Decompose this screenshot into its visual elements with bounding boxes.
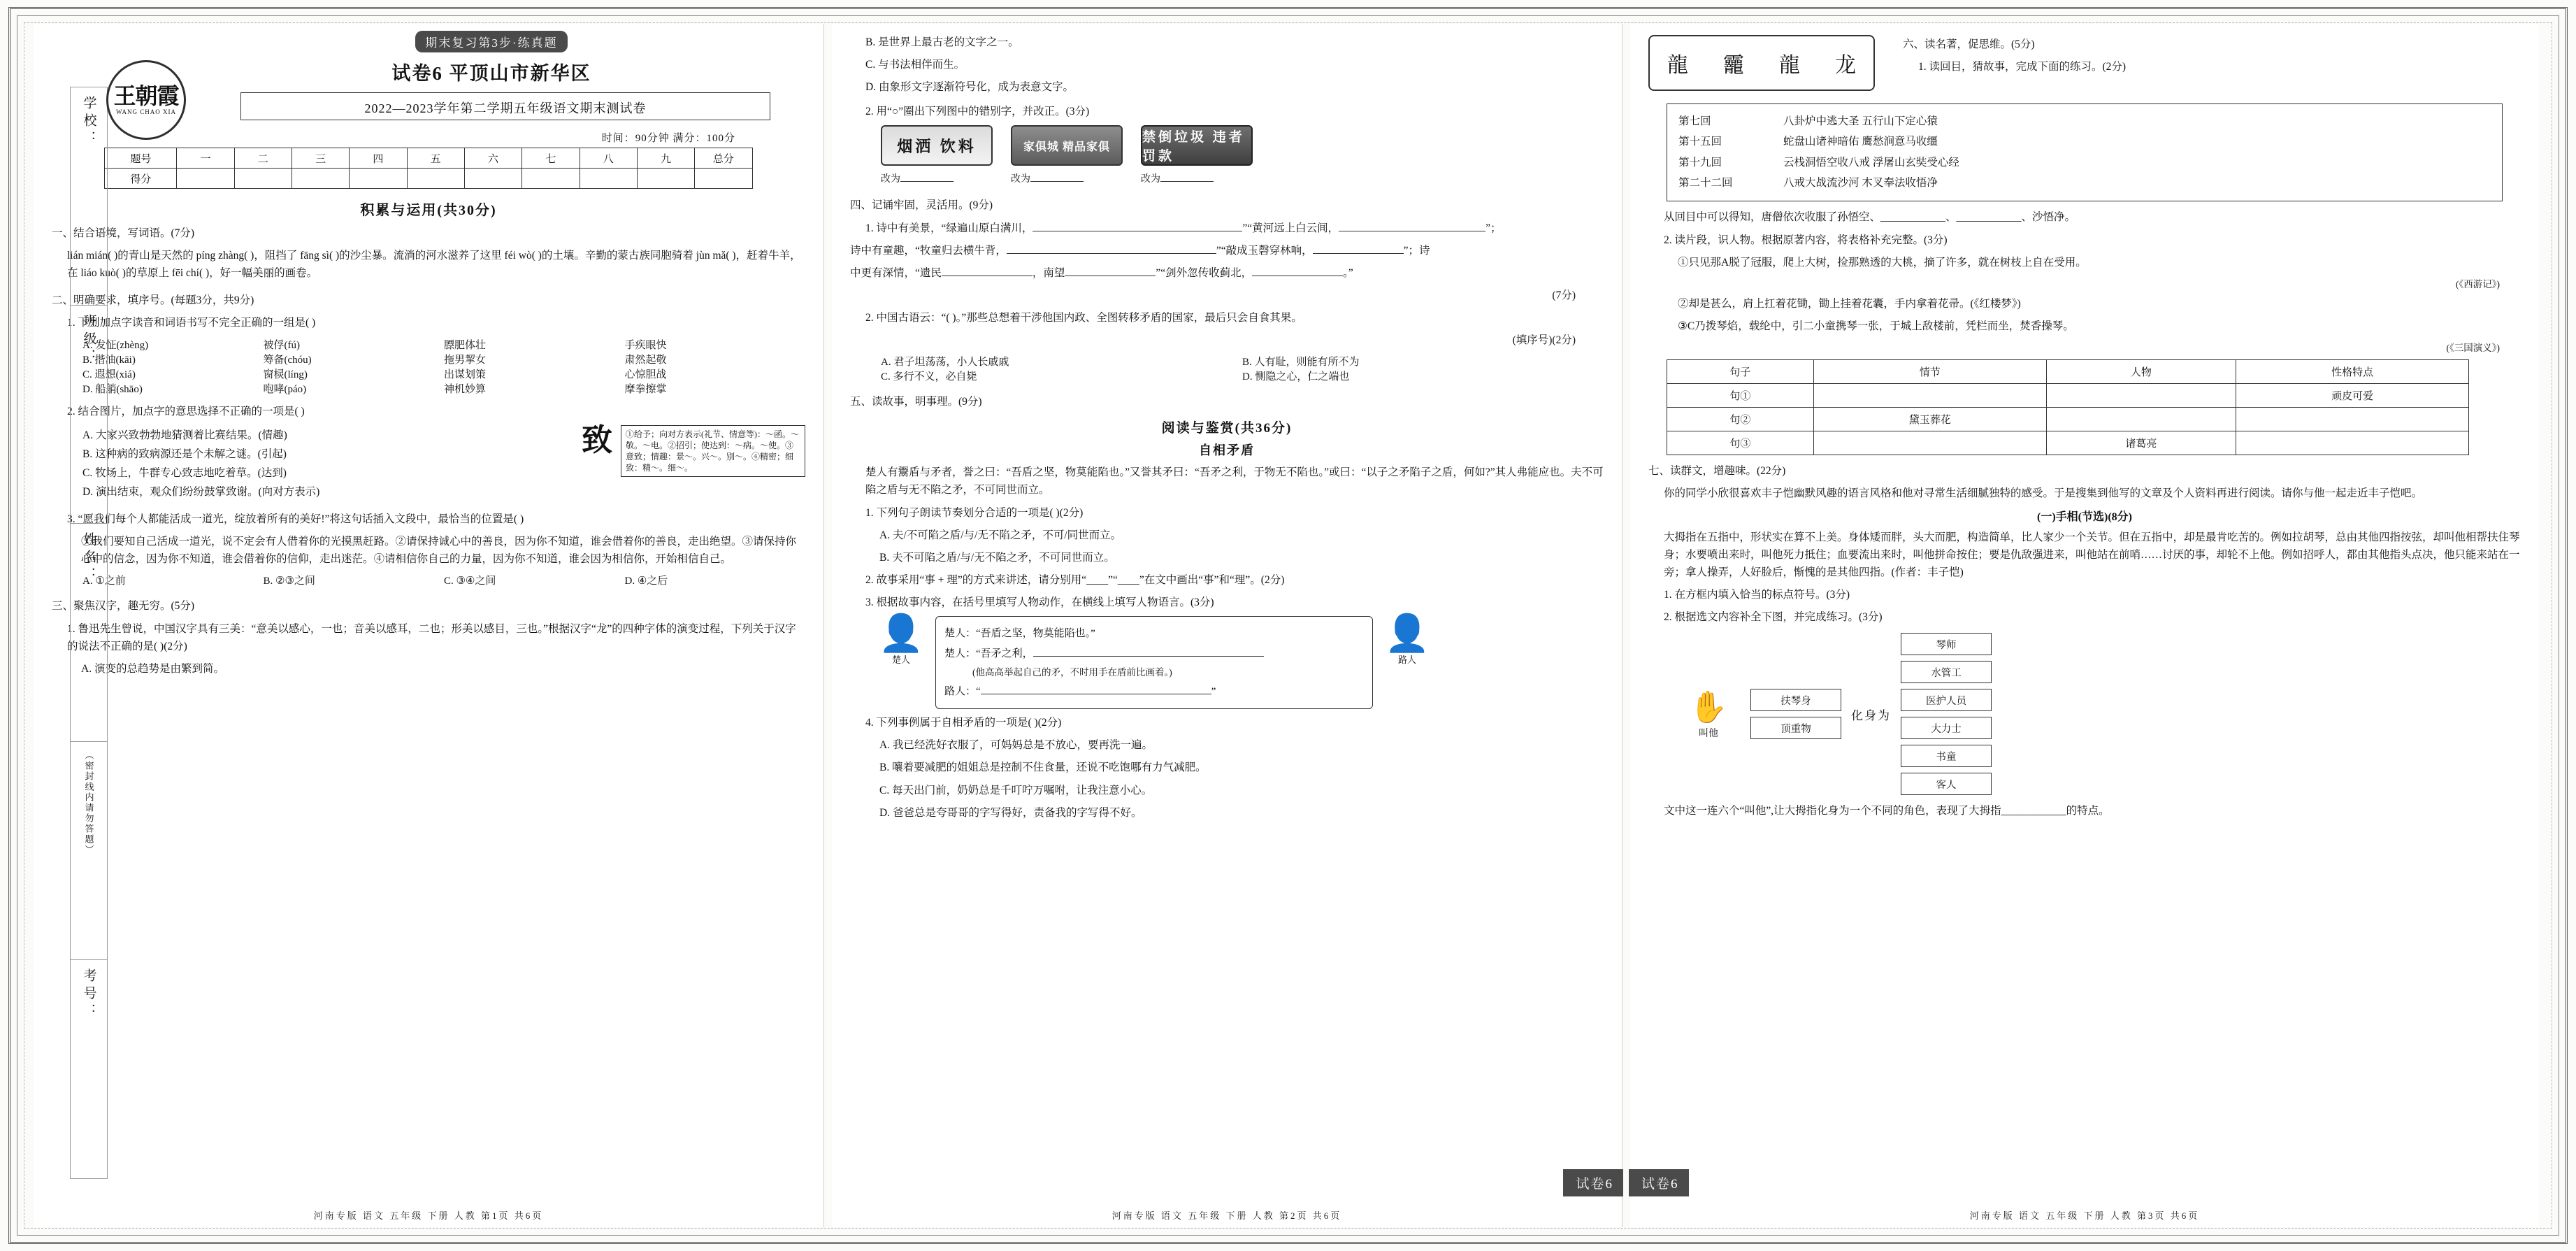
question-4-line-3 (850, 264, 1604, 282)
footer-page-1: 河南专版 语文 五年级 下册 人教 第1页 共6页 (313, 1210, 544, 1221)
question-3-1-option-a[interactable]: A. 演变的总趋势是由繁到简。 (81, 662, 224, 675)
excerpt-1: ①只见那A脱了冠服，爬上大树，捡那熟透的大桃，摘了许多，就在树枝上自在受用。 (1678, 256, 2087, 269)
table-cell[interactable] (292, 169, 349, 189)
chapter-number: 第十九回 (1678, 156, 1722, 169)
chapter-row (1678, 111, 2491, 131)
question-2-heading (52, 292, 805, 309)
question-2-number: 二、 (52, 294, 74, 307)
signboard-3-text: 禁倒垃圾 违者罚款 (1141, 125, 1253, 166)
dialogue-text: “ (976, 685, 981, 697)
option-text[interactable]: A. 君子坦荡荡，小人长戚戚 (881, 357, 1009, 369)
question-6-title: 读名著，促思维。(5分) (1924, 38, 2035, 50)
table-cell[interactable] (234, 169, 292, 189)
page-subtitle: 2022—2023学年第二学期五年级语文期末测试卷 (364, 101, 647, 115)
table-header-sentence: 句子 (1667, 360, 1814, 384)
answer-blank[interactable] (1160, 181, 1214, 182)
question-7-after: 文中这一连六个“叫他”,让大拇指化身为一个不同的角色，表现了大拇指____________的特点。 (1664, 805, 2110, 817)
answer-blank[interactable] (1313, 253, 1404, 254)
question-5-4-option-c[interactable]: C. 每天出门前，奶奶总是千叮咛万嘱咐，让我注意小心。 (879, 784, 1153, 796)
question-3-heading (52, 597, 805, 615)
publisher-seal (106, 60, 186, 140)
table-cell[interactable] (637, 169, 694, 189)
palm-glyph: ✋ (1689, 690, 1728, 725)
label-name: 姓名： (81, 532, 96, 585)
label-exam-no: 考号： (81, 968, 96, 1021)
question-5-3-stem: 3. 根据故事内容，在括号里填写人物动作，在横线上填写人物语言。(3分) (865, 596, 1214, 608)
question-6-number: 六、 (1903, 38, 1925, 50)
question-4-score-2: (填序号)(2分) (1512, 334, 1576, 347)
poem-text: ”；诗 (1403, 244, 1430, 257)
option-text[interactable]: 心惊胆战 (624, 369, 667, 380)
question-7-number: 七、 (1648, 465, 1671, 478)
table-cell[interactable] (1813, 384, 2046, 408)
section-title-accumulation: 积累与运用(共30分) (360, 203, 497, 218)
option-text[interactable]: C. 多行不义，必自毙 (881, 371, 977, 383)
question-5-4-option-b[interactable]: B. 嚷着要减肥的姐姐总是控制不住食量，还说不吃饱哪有力气减肥。 (879, 762, 1207, 774)
question-5-title: 读故事，明事理。(9分) (872, 396, 982, 408)
question-1-body: lián mián( )的青山是天然的 píng zhàng( )，阻挡了 fāng sì( )的沙尘暴。流淌的河水滋养了这里 féi wò( )的土壤。辛勤的蒙古族同胞骑着 jùn mǎ( )，赶着牛羊，在 liáo kuò( )的草原上 fēi chí( )，好一幅美丽的画卷。 (67, 250, 801, 280)
question-2-1-options-a (82, 337, 805, 352)
signboard-2-answer[interactable] (1011, 171, 1123, 185)
answer-blank[interactable] (1033, 656, 1264, 657)
answer-label: 改为 (1141, 174, 1160, 185)
paper-header (108, 31, 798, 145)
option-text[interactable]: 摩拳擦掌 (624, 383, 667, 395)
character-analysis-table (1667, 359, 2469, 455)
person-icon: 👤 (878, 614, 924, 655)
table-cell: 黛玉葬花 (1813, 408, 2046, 431)
table-cell: 三 (292, 148, 349, 169)
option-text[interactable]: 肃然起敬 (624, 354, 667, 366)
table-cell: 六 (464, 148, 521, 169)
diagram-cell: 大力士 (1901, 717, 1992, 739)
question-5-heading (850, 393, 1604, 410)
question-2-2-stem: 2. 结合图片，加点字的意思选择不正确的一项是( ) (67, 405, 305, 417)
diagram-right-column (1901, 633, 1992, 795)
question-2-1-options-b (82, 352, 805, 366)
hand-label: 叫他 (1699, 728, 1718, 739)
question-5-1-stem: 1. 下列句子朗读节奏划分合适的一项是( )(2分) (865, 506, 1084, 519)
option-text[interactable]: B. ②③之间 (263, 576, 315, 587)
question-4-options-row-1 (881, 354, 1604, 369)
question-1-number: 一、 (52, 227, 74, 239)
signboard-1 (881, 125, 993, 185)
table-cell: 句① (1667, 384, 1814, 408)
table-cell[interactable] (1813, 431, 2046, 455)
sheet-page-2 (832, 24, 1622, 1227)
info-cell-class (71, 306, 107, 524)
footer-page-2: 河南专版 语文 五年级 下册 人教 第2页 共6页 (1111, 1210, 1342, 1221)
option-text[interactable]: 被俘(fú) (263, 339, 300, 351)
option-text[interactable]: 出谋划策 (444, 369, 487, 380)
question-3-1-option-d[interactable]: D. 由象形文字逐渐符号化，成为表意文字。 (865, 81, 1074, 94)
label-school: 学校： (81, 96, 96, 148)
question-2-2-option-b[interactable]: B. 这种病的致病源还是个未解之谜。(引起) (82, 448, 287, 460)
character-card-zhi: 致 (582, 422, 612, 457)
question-2-title: 明确要求，填序号。(每题3分，共9分) (73, 294, 254, 307)
chapter-title: 云栈洞悟空收八戒 浮屠山玄奘受心经 (1783, 156, 1959, 169)
reading-heading-main: 阅读与鉴赏(共36分) (1161, 421, 1293, 436)
question-3-2-stem: 2. 用“○”圈出下列图中的错别字，并改正。(3分) (865, 106, 1090, 118)
question-6-2-stem: 2. 读片段，识人物。根据原著内容，将表格补充完整。(3分) (1664, 234, 1948, 246)
speaker-label: 路人： (944, 685, 977, 697)
seal-brand: 王朝霞 (113, 83, 179, 109)
page-title: 试卷6 平顶山市新华区 (391, 63, 591, 84)
table-header-trait: 性格特点 (2236, 360, 2469, 384)
dialogue-box (935, 616, 1373, 709)
question-4-number: 四、 (850, 199, 872, 212)
option-text[interactable]: 咆哮(páo) (263, 383, 307, 395)
question-2-1-options-d (82, 381, 805, 396)
option-text[interactable]: 神机妙算 (444, 383, 487, 395)
option-text[interactable]: D. 船艄(shāo) (82, 383, 143, 395)
question-5-4-stem: 4. 下列事例属于自相矛盾的一项是( )(2分) (865, 717, 1062, 729)
diagram-cell: 客人 (1901, 773, 1992, 795)
question-6-heading (1903, 36, 2521, 53)
dialogue-text: “吾矛之利， (976, 648, 1033, 659)
question-4-score-1: (7分) (1552, 289, 1576, 301)
option-text[interactable]: B. 揩油(kāi) (82, 354, 136, 366)
answer-blank[interactable] (1030, 181, 1084, 182)
dialogue-text: “吾盾之坚，物莫能陷也。” (976, 628, 1095, 640)
dialogue-line-2 (944, 644, 1364, 664)
question-2-3-passage: ①我们要知自己活成一道光，说不定会有人借着你的光摸黑赶路。②请保持诚心中的善良，因为你不知道，谁会借着你的善良，走出绝望。③请保持你心中的信念，因为你不知道，谁会借着你的信仰，走出迷茫。④请相信你自己的力量，因为你不知道，谁会因为相信你，开始相信自己。 (81, 536, 797, 566)
question-1-title: 结合语境，写词语。(7分) (73, 227, 195, 239)
signboard-1-answer[interactable] (881, 171, 993, 185)
answer-label: 改为 (1011, 174, 1030, 185)
signboard-1-text: 烟洒 饮料 (881, 125, 993, 166)
signboard-2-text: 家俱城 精品家俱 (1011, 125, 1123, 166)
info-cell-school (71, 87, 107, 306)
option-text[interactable]: 拖男挈女 (444, 354, 487, 366)
table-cell: 二 (234, 148, 292, 169)
dialogue-note: (他高高举起自己的矛，不时用手在盾前比画着。) (972, 667, 1172, 678)
question-2-1-options-c (82, 366, 805, 381)
diagram-cell: 扶琴身 (1750, 689, 1841, 711)
figure-chu-person (871, 616, 931, 666)
info-cell-seal-note (71, 742, 107, 960)
question-7-passage: 大拇指在五指中，形状实在算不上美。身体矮而胖，头大而肥，构造简单，比人家少一个关节。但在五指中，却是最肯吃苦的。例如拉胡琴，总由其他四指按弦，却叫他相帮扶住琴身；水要喷出来时，叫他死力抵住；血要流出来时，叫他拼命按住；要是仇敌强进来，叫他站在前哨……讨厌的事，却轮不上他。例如招呼人，都由其他指头点决，他只能来站在一旁；拿人操弄，人好脸后，惭愧的是其他四指。(作者：丰子恺) (1664, 531, 2520, 578)
question-5-2-stem: 2. 故事采用“事 + 理”的方式来讲述，请分别用“____”“____”在文中画出“事”和“理”。(2分) (865, 573, 1285, 586)
option-text[interactable]: A. 发怔(zhèng) (82, 339, 149, 351)
poem-text: ，南望 (1032, 266, 1065, 279)
table-cell: 五 (407, 148, 464, 169)
person-icon: 👤 (1384, 614, 1430, 655)
question-7-intro: 你的同学小欣很喜欢丰子恺幽默风趣的语言风格和他对寻常生活细腻独特的感受。于是搜集到他写的文章及个人资料再进行阅读。请你与他一起走近丰子恺吧。 (1664, 487, 2423, 500)
table-cell: 顽皮可爱 (2236, 384, 2469, 408)
table-cell[interactable] (2236, 431, 2469, 455)
table-cell: 四 (350, 148, 407, 169)
question-5-4-option-d[interactable]: D. 爸爸总是夸哥哥的字写得好，责备我的字写得不好。 (879, 806, 1142, 819)
question-2-2-option-a[interactable]: A. 大家兴致勃勃地猜测着比赛结果。(情趣) (82, 429, 287, 441)
speaker-label: 楚人： (944, 648, 977, 659)
poem-text: 。” (1343, 266, 1353, 279)
chapter-title: 八卦炉中逃大圣 五行山下定心猿 (1783, 115, 1938, 127)
story-title: 自相矛盾 (1199, 443, 1255, 458)
page-tab-2: 试卷6 (1629, 1169, 1689, 1196)
sheet-page-3 (1630, 24, 2539, 1227)
story-passage: 楚人有鬻盾与矛者，誉之曰：“吾盾之坚，物莫能陷也。”又誉其矛曰：“吾矛之利，于物无不陷也。”或曰：“以子之矛陷子之盾，何如?”其人弗能应也。夫不可陷之盾与无不陷之矛，不可同世而立。 (865, 466, 1604, 496)
question-5-1-option-a[interactable]: A. 夫/不可陷之盾/与/无不陷之矛，不可/同世而立。 (879, 529, 1122, 541)
table-row (1667, 408, 2469, 431)
chapter-row (1678, 173, 2491, 193)
option-text[interactable]: 筹备(chóu) (263, 354, 312, 366)
dragon-glyph-oracle: 龍 (1667, 53, 1688, 78)
info-cell-name (71, 524, 107, 742)
diagram-cell: 顶重物 (1750, 717, 1841, 739)
table-cell[interactable] (580, 169, 637, 189)
diagram-cell: 水管工 (1901, 661, 1992, 683)
question-2-3-options (82, 573, 805, 587)
table-header-character: 人物 (2046, 360, 2236, 384)
table-cell[interactable] (2046, 408, 2236, 431)
chapter-title: 蛇盘山诸神暗佑 鹰愁涧意马收缰 (1783, 136, 1938, 148)
table-cell: 句② (1667, 408, 1814, 431)
sheet-page-1 (34, 24, 824, 1227)
signboard-3 (1141, 125, 1253, 185)
signboard-3-answer[interactable] (1141, 171, 1253, 185)
hand-icon (1676, 687, 1741, 740)
header-badge: 期末复习第3步·练真题 (415, 31, 567, 52)
chapter-list-box (1667, 103, 2503, 201)
question-7-subtitle: (一)手相(节选)(8分) (2037, 510, 2132, 523)
speaker-label: 楚人： (944, 628, 977, 640)
dragon-script-panel (1648, 35, 1875, 91)
answer-blank[interactable] (900, 181, 954, 182)
excerpt-2: ②却是甚么，肩上扛着花锄，锄上挂着花囊，手内拿着花帚。(《红楼梦》) (1678, 298, 2021, 310)
info-cell-exam-no (71, 960, 107, 1178)
figure-label-left: 楚人 (891, 655, 910, 666)
figure-passer-by (1377, 616, 1437, 666)
label-seal-note: （密封线内请勿答题） (83, 750, 94, 855)
table-row-header (1667, 360, 2469, 384)
signboard-2 (1011, 125, 1123, 185)
score-table (104, 148, 752, 189)
diagram-cell: 书童 (1901, 745, 1992, 767)
question-4-heading (850, 196, 1604, 214)
table-cell[interactable] (177, 169, 234, 189)
excerpt-1-source: (《西游记》) (2456, 279, 2500, 290)
diagram-left-column (1750, 689, 1841, 739)
page-tab-1: 试卷6 (1563, 1169, 1623, 1196)
question-4-line-1 (865, 220, 1604, 237)
question-3-1-stem: 1. 鲁迅先生曾说，中国汉字具有三美：“意美以感心，一也；音美以感耳，二也；形美以感目，三也。”根据汉字“龙”的四种字体的演变过程，下列关于汉字的说法不正确的是( )(2分) (67, 622, 796, 652)
dragon-glyph-simplified: 龙 (1835, 53, 1856, 78)
poem-text: ”“敲成玉磬穿林响， (1216, 244, 1313, 257)
thumb-diagram (1676, 633, 2521, 795)
dragon-glyph-traditional: 龍 (1779, 53, 1800, 78)
question-4-line-4: 2. 中国古语云：“( )。”那些总想着干涉他国内政、全图转移矛盾的国家，最后只会自食其果。 (865, 311, 1302, 324)
poem-text: ”“剑外忽传收蓟北， (1156, 266, 1253, 279)
question-5-1-option-b[interactable]: B. 夫不可陷之盾/与/无不陷之矛，不可同世而立。 (879, 551, 1115, 564)
option-text[interactable]: 膘肥体壮 (444, 339, 487, 351)
chapter-number: 第十五回 (1678, 136, 1722, 148)
footer-page-3: 河南专版 语文 五年级 下册 人教 第3页 共6页 (1969, 1210, 2200, 1221)
table-cell: 九 (637, 148, 694, 169)
question-6-1-stem: 1. 读回目，猜故事，完成下面的练习。(2分) (1918, 61, 2127, 73)
seal-pinyin: WANG CHAO XIA (116, 108, 176, 115)
dialogue-line-3 (944, 682, 1364, 702)
table-row-header (105, 148, 752, 169)
chapter-row (1678, 131, 2491, 152)
table-cell: 句③ (1667, 431, 1814, 455)
diagram-cell: 医护人员 (1901, 689, 1992, 711)
label-class: 班级： (81, 314, 96, 366)
question-3-1-option-b[interactable]: B. 是世界上最古老的文字之一。 (865, 36, 1019, 48)
table-cell: 一 (177, 148, 234, 169)
option-text[interactable]: C. ③④之间 (444, 576, 496, 587)
question-7-heading (1648, 462, 2521, 480)
poem-text: ”； (1485, 222, 1502, 234)
dragon-glyph-bronze: 龗 (1723, 53, 1744, 78)
diagram-middle-label: 化身为 (1851, 708, 1891, 722)
option-text[interactable]: A. ①之前 (82, 576, 126, 587)
option-text[interactable]: C. 遐想(xiá) (82, 369, 136, 380)
dialogue-text: ” (1211, 685, 1216, 697)
answer-label: 改为 (881, 174, 900, 185)
exam-meta: 时间：90分钟 满分：100分 (601, 133, 735, 144)
table-header-plot: 情节 (1813, 360, 2046, 384)
option-text[interactable]: 窗棂(líng) (263, 369, 308, 380)
table-cell[interactable] (350, 169, 407, 189)
question-7-1-stem: 1. 在方框内填入恰当的标点符号。(3分) (1664, 588, 1850, 601)
dictionary-note: ①给予；向对方表示(礼节、情意等)：～函。～敬。～电。②招引；使达到：～病。～使。③意致；情趣：景～。兴～。别～。④精密；细致：精～。细～。 (621, 425, 805, 478)
question-2-2-option-c[interactable]: C. 牧场上，牛群专心致志地吃着草。(达到) (82, 466, 287, 479)
question-2-1-stem: 1. 下列加点字读音和词语书写不完全正确的一组是( ) (67, 317, 316, 329)
table-row (1667, 384, 2469, 408)
answer-blank[interactable] (1007, 253, 1216, 254)
option-text[interactable]: 手疾眼快 (624, 339, 667, 351)
question-3-number: 三、 (52, 600, 74, 613)
poem-text: 1. 诗中有美景，“绿遍山原白满川， (865, 222, 1033, 234)
excerpt-3: ③C乃拨琴焰，载纶中，引二小童携琴一张，于城上敌楼前，凭栏而坐，焚香操琴。 (1678, 320, 2074, 333)
poem-text: 诗中有童趣，“牧童归去横牛背， (850, 244, 1007, 257)
chapter-number: 第二十二回 (1678, 177, 1733, 190)
question-7-2-stem: 2. 根据选文内容补全下图，并完成练习。(3分) (1664, 610, 1883, 623)
diagram-cell: 琴师 (1901, 633, 1992, 655)
question-1-heading (52, 224, 805, 242)
question-4-title: 记诵牢固，灵活用。(9分) (872, 199, 993, 212)
question-4-options-row-2 (881, 369, 1604, 383)
figure-label-right: 路人 (1397, 655, 1416, 666)
dialogue-line-1 (944, 624, 1364, 644)
table-cell[interactable] (407, 169, 464, 189)
score-row-label: 题号 (105, 148, 177, 169)
poem-text: ”“黄河远上白云间， (1242, 222, 1339, 234)
excerpt-3-source: (《三国演义》) (2446, 343, 2500, 354)
option-text[interactable]: D. ④之后 (624, 576, 668, 587)
subtitle-box (240, 92, 770, 120)
question-3-title: 聚焦汉字，趣无穷。(5分) (73, 600, 195, 613)
question-5-number: 五、 (850, 396, 872, 408)
table-row (1667, 431, 2469, 455)
table-cell[interactable] (522, 169, 580, 189)
chapter-row (1678, 152, 2491, 173)
question-6-1-after: 从回目中可以得知，唐僧依次收服了孙悟空、____________、____________、沙悟净。 (1664, 210, 2076, 223)
option-text[interactable]: B. 人有耻，则能有所不为 (1242, 357, 1360, 369)
story-dialogue-group (871, 616, 1604, 709)
question-3-1-option-c[interactable]: C. 与书法相伴而生。 (865, 59, 965, 71)
table-cell[interactable] (2236, 408, 2469, 431)
question-2-2-option-d[interactable]: D. 演出结束，观众们纷纷鼓掌致谢。(向对方表示) (82, 485, 320, 498)
signboard-group (881, 125, 1604, 185)
table-cell[interactable] (695, 169, 752, 189)
chapter-title: 八戒大战流沙河 木叉奉法收悟净 (1783, 177, 1938, 190)
table-cell: 七 (522, 148, 580, 169)
question-2-3-stem: 3. “愿我们每个人都能活成一道光，绽放着所有的美好!”将这句话插入文段中，最恰当的位置是( ) (67, 513, 524, 526)
table-cell[interactable] (2046, 384, 2236, 408)
table-row-score (105, 169, 752, 189)
chapter-number: 第七回 (1678, 115, 1711, 127)
question-7-title: 读群文，增趣味。(22分) (1670, 465, 1786, 478)
question-4-line-2 (850, 242, 1604, 259)
table-cell: 诸葛亮 (2046, 431, 2236, 455)
student-info-strip (70, 87, 108, 1179)
table-cell: 八 (580, 148, 637, 169)
question-5-4-option-a[interactable]: A. 我已经洗好衣服了，可妈妈总是不放心，要再洗一遍。 (879, 739, 1153, 752)
option-text[interactable]: D. 恻隐之心，仁之端也 (1242, 371, 1350, 383)
table-cell[interactable] (464, 169, 521, 189)
table-cell: 总分 (695, 148, 752, 169)
poem-text: 中更有深情，“遗民 (850, 266, 942, 279)
score-row-label: 得分 (105, 169, 177, 189)
